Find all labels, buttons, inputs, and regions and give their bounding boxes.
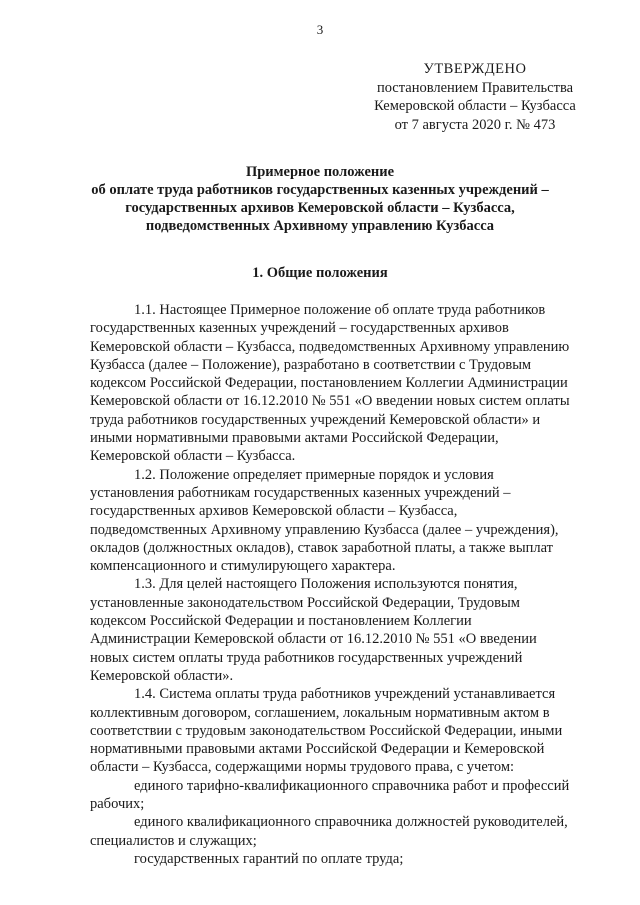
list-item-line: специалистов и служащих; [90,832,257,849]
approval-title: УТВЕРЖДЕНО [423,61,527,77]
paragraph-line: 1.4. Система оплаты труда работников учреждений устанавливается [134,686,556,703]
paragraph-1-1 [90,301,596,466]
paragraph-line: Кузбасса (далее – Положение), разработано в соответствии с Трудовым [90,356,532,373]
paragraph-line: государственных казенных учреждений – государственных архивов [90,320,509,337]
approval-line: постановлением Правительства [376,79,574,96]
approval-line: Кемеровской области – Кузбасса [374,98,576,114]
list-item-line: государственных гарантий по оплате труда; [134,850,404,867]
paragraph-line: 1.3. Для целей настоящего Положения используются понятия, [134,576,518,593]
paragraph-line: окладов (должностных окладов), ставок заработной платы, а также выплат [90,539,554,556]
approval-line: от 7 августа 2020 г. № 473 [394,116,556,133]
paragraph-line: кодексом Российской Федерации и постановлением Коллегии [90,613,472,630]
paragraph-line: Кемеровской области». [90,667,234,684]
paragraph-line: Администрации Кемеровской области от 16.12.2010 № 551 «О введении [90,631,537,648]
document-title-line: государственных архивов Кемеровской области – Кузбасса, [125,200,515,216]
paragraph-line: установления работникам государственных казенных учреждений – [90,484,511,501]
list-item [90,813,596,850]
list-item [90,850,596,868]
document-title-line: Примерное положение [245,164,395,180]
document-title-line: об оплате труда работников государственных казенных учреждений – [91,182,549,198]
paragraph-line: Кемеровской области – Кузбасса, подведомственных Архивному управлению [90,338,570,355]
paragraph-line: иными нормативными правовыми актами Российской Федерации, [90,430,499,447]
paragraph-line: кодексом Российской Федерации, постановлением Коллегии Администрации [90,375,568,392]
paragraph-line: подведомственных Архивному управлению Кузбасса (далее – учреждения), [90,521,559,538]
document-title [70,163,570,235]
paragraph-line: нормативными правовыми актами Российской Федерации и Кемеровской [90,741,545,758]
list-item-line: единого квалификационного справочника должностей руководителей, [134,814,568,831]
paragraph-line: новых систем оплаты труда работников государственных учреждений [90,649,523,666]
paragraph-line: области – Кузбасса, содержащими нормы трудового права, с учетом: [90,759,515,776]
list-item [90,777,596,814]
paragraph-line: установленные законодательством Российской Федерации, Трудовым [90,594,520,611]
section-heading: 1. Общие положения [252,265,388,281]
list-item-line: рабочих; [90,796,145,813]
paragraph-line: Кемеровской области – Кузбасса. [90,448,296,465]
approval-block [340,60,610,134]
paragraph-line: труда работников государственных учреждений Кемеровской области» и [90,411,541,428]
paragraph-line: 1.2. Положение определяет примерные порядок и условия [134,466,494,483]
paragraph-line: соответствии с трудовым законодательством Российской Федерации, иными [90,722,563,739]
paragraph-line: коллективным договором, соглашением, локальным нормативным актом в [90,704,550,721]
paragraph-1-3 [90,575,596,685]
paragraph-line: государственных архивов Кемеровской области – Кузбасса, [90,503,458,520]
list-item-line: единого тарифно-квалификационного справочника работ и профессий [134,777,570,794]
paragraph-line: Кемеровской области от 16.12.2010 № 551 «О введении новых систем оплаты [90,393,570,410]
paragraph-line: 1.1. Настоящее Примерное положение об оплате труда работников [134,302,546,318]
paragraph-line: компенсационного и стимулирующего характера. [90,558,396,575]
document-title-line: подведомственных Архивному управлению Кузбасса [145,218,495,234]
paragraph-1-4 [90,685,596,776]
document-body [90,301,596,868]
paragraph-1-2 [90,466,596,576]
page-number: 3 [316,22,324,37]
